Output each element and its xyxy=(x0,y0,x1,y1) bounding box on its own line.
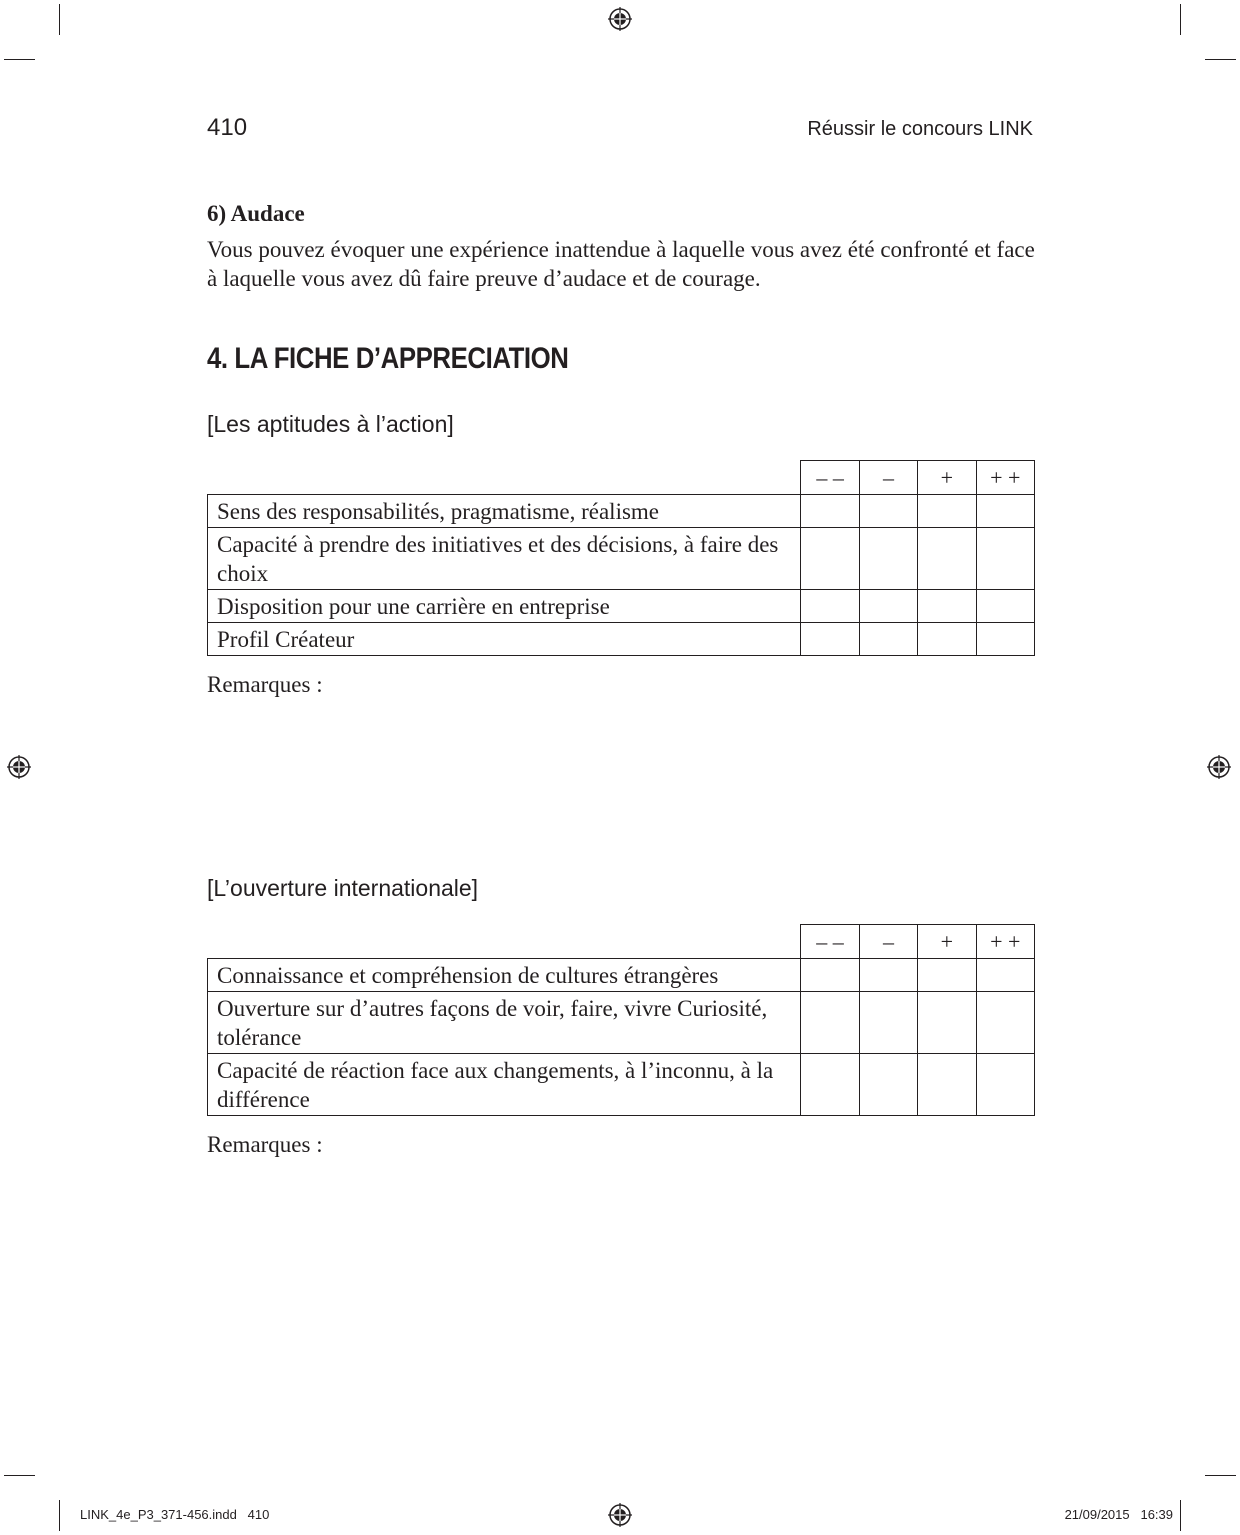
table-row xyxy=(208,992,1035,1054)
table-header-row xyxy=(208,461,1035,495)
criterion-label: Ouverture sur d’autres façons de voir, faire, vivre Curiosité, tolérance xyxy=(208,992,801,1054)
running-header: Réussir le concours LINK xyxy=(807,118,1033,140)
rating-cell[interactable] xyxy=(801,590,859,623)
registration-mark-icon xyxy=(608,1503,632,1527)
rating-cell[interactable] xyxy=(859,528,917,590)
crop-mark xyxy=(4,59,35,60)
scale-positive: + xyxy=(918,925,976,959)
crop-mark xyxy=(1205,59,1236,60)
appreciation-table-international xyxy=(207,924,1035,1116)
table-caption: [Les aptitudes à l’action] xyxy=(207,411,454,437)
body-paragraph: Vous pouvez évoquer une expérience inattendue à laquelle vous avez été confronté et face à laquelle vous avez dû faire preuve d’audace et de courage. xyxy=(207,237,1035,291)
rating-cell[interactable] xyxy=(801,1054,859,1116)
rating-cell[interactable] xyxy=(918,992,976,1054)
criterion-label: Profil Créateur xyxy=(208,623,801,656)
rating-cell[interactable] xyxy=(918,959,976,992)
rating-cell[interactable] xyxy=(801,992,859,1054)
rating-cell[interactable] xyxy=(859,1054,917,1116)
crop-mark xyxy=(1180,1500,1181,1531)
crop-mark xyxy=(1180,4,1181,35)
rating-cell[interactable] xyxy=(859,992,917,1054)
registration-mark-icon xyxy=(1207,755,1231,779)
scale-negative: – xyxy=(859,925,917,959)
rating-cell[interactable] xyxy=(976,1054,1034,1116)
subheading-audace: 6) Audace xyxy=(207,201,305,226)
appreciation-table-action xyxy=(207,460,1035,656)
crop-mark xyxy=(1205,1475,1236,1476)
header-blank-cell xyxy=(208,461,801,495)
scale-very-positive: + + xyxy=(976,925,1034,959)
page-number: 410 xyxy=(207,114,248,141)
rating-cell[interactable] xyxy=(801,495,859,528)
rating-cell[interactable] xyxy=(976,959,1034,992)
scale-very-positive: + + xyxy=(976,461,1034,495)
table-row xyxy=(208,590,1035,623)
registration-mark-icon xyxy=(608,7,632,31)
table-row xyxy=(208,528,1035,590)
criterion-label: Connaissance et compréhension de cultures étrangères xyxy=(208,959,801,992)
rating-cell[interactable] xyxy=(918,623,976,656)
remarks-label: Remarques : xyxy=(207,1132,323,1157)
rating-cell[interactable] xyxy=(918,1054,976,1116)
rating-cell[interactable] xyxy=(801,959,859,992)
rating-cell[interactable] xyxy=(859,590,917,623)
scale-negative: – xyxy=(859,461,917,495)
rating-cell[interactable] xyxy=(859,959,917,992)
scale-positive: + xyxy=(918,461,976,495)
header-blank-cell xyxy=(208,925,801,959)
rating-cell[interactable] xyxy=(918,590,976,623)
criterion-label: Disposition pour une carrière en entreprise xyxy=(208,590,801,623)
rating-cell[interactable] xyxy=(859,495,917,528)
crop-mark xyxy=(59,4,60,35)
footer-date: 21/09/2015 16:39 xyxy=(1064,1507,1173,1522)
rating-cell[interactable] xyxy=(801,528,859,590)
footer-filename: LINK_4e_P3_371-456.indd 410 xyxy=(80,1507,270,1522)
rating-cell[interactable] xyxy=(976,495,1034,528)
registration-mark-icon xyxy=(7,755,31,779)
rating-cell[interactable] xyxy=(976,590,1034,623)
table-row xyxy=(208,495,1035,528)
crop-mark xyxy=(4,1475,35,1476)
scale-very-negative: – – xyxy=(801,925,859,959)
rating-cell[interactable] xyxy=(918,528,976,590)
scale-very-negative: – – xyxy=(801,461,859,495)
table-row xyxy=(208,1054,1035,1116)
rating-cell[interactable] xyxy=(976,528,1034,590)
table-row xyxy=(208,959,1035,992)
rating-cell[interactable] xyxy=(859,623,917,656)
rating-cell[interactable] xyxy=(918,495,976,528)
rating-cell[interactable] xyxy=(976,992,1034,1054)
table-row xyxy=(208,623,1035,656)
rating-cell[interactable] xyxy=(801,623,859,656)
remarks-label: Remarques : xyxy=(207,672,323,697)
table-header-row xyxy=(208,925,1035,959)
criterion-label: Capacité à prendre des initiatives et des décisions, à faire des choix xyxy=(208,528,801,590)
rating-cell[interactable] xyxy=(976,623,1034,656)
section-title: 4. LA FICHE D’APPRECIATION xyxy=(207,342,569,375)
criterion-label: Sens des responsabilités, pragmatisme, réalisme xyxy=(208,495,801,528)
crop-mark xyxy=(59,1500,60,1531)
criterion-label: Capacité de réaction face aux changements, à l’inconnu, à la différence xyxy=(208,1054,801,1116)
table-caption: [L’ouverture internationale] xyxy=(207,875,479,901)
